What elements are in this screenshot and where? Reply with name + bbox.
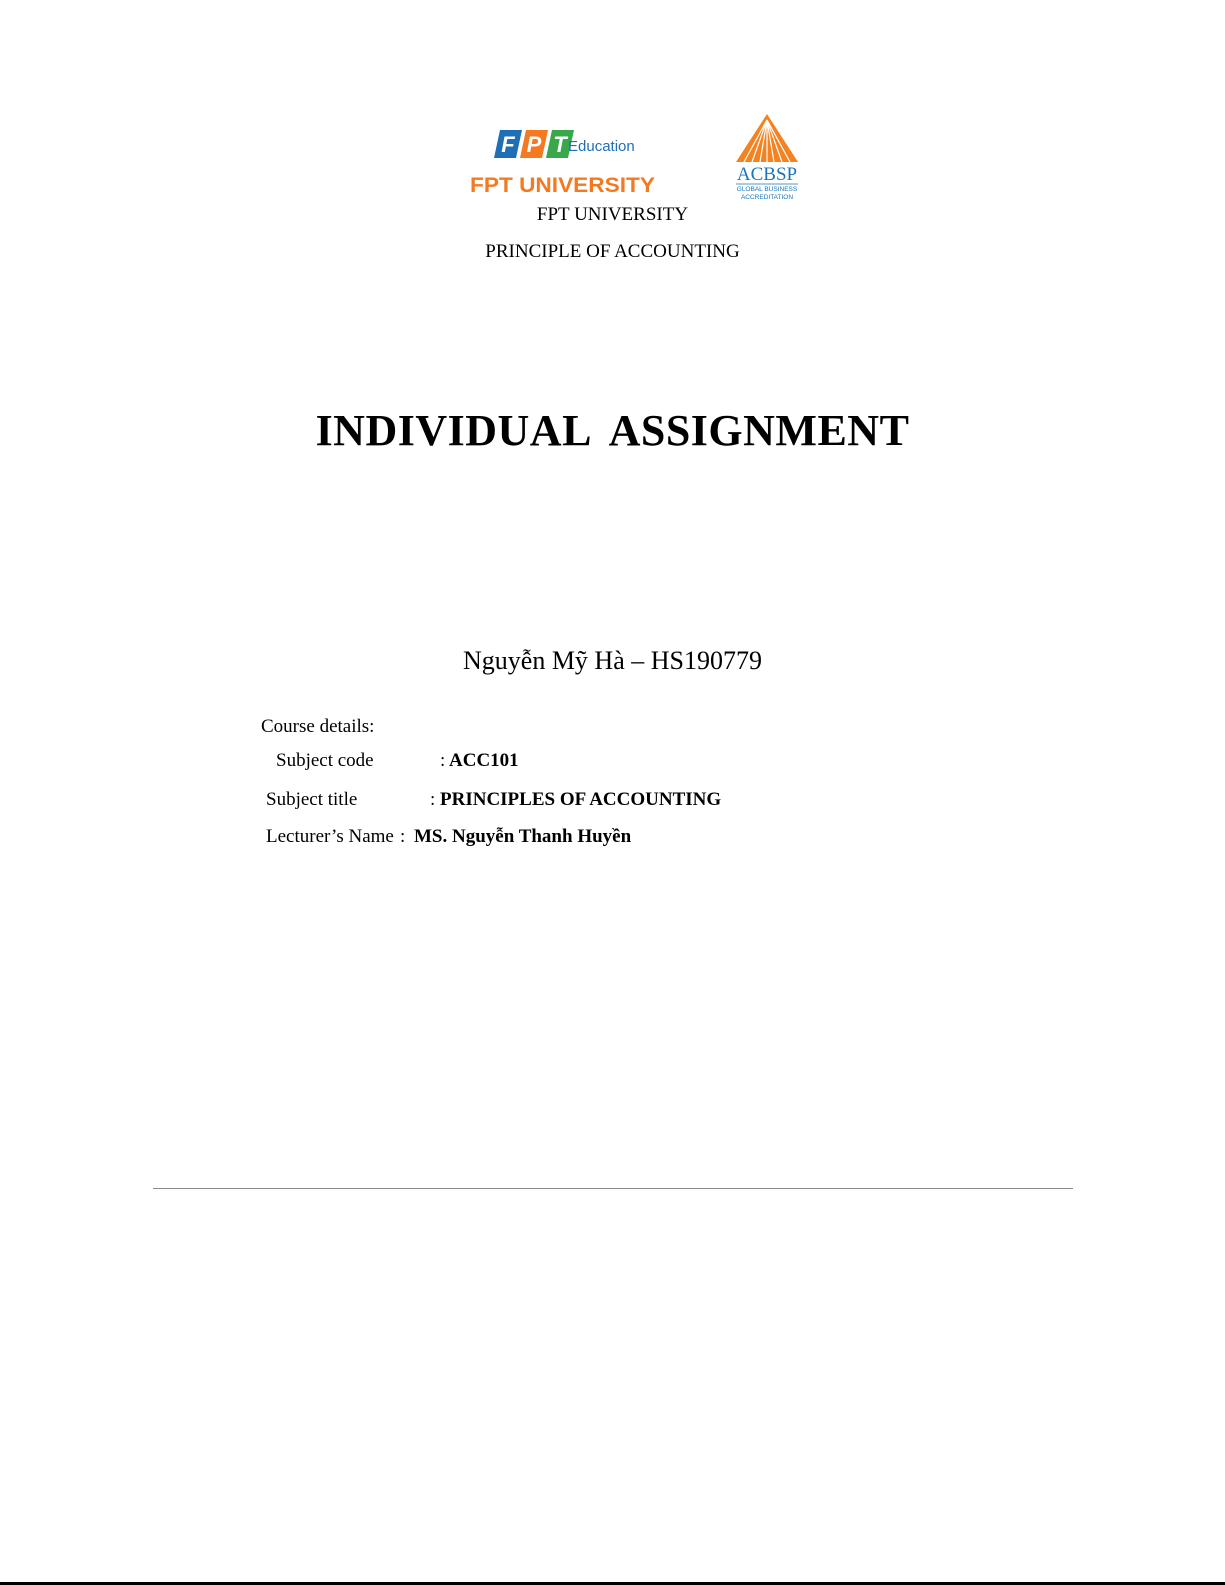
- lecturer-colon: :: [400, 826, 406, 847]
- horizontal-divider: [153, 1188, 1073, 1189]
- acbsp-logo: [730, 112, 804, 202]
- fpt-letter-p: P: [526, 132, 542, 157]
- lecturer-value: MS. Nguyễn Thanh Huyền: [414, 826, 632, 847]
- fpt-education-text: Education: [568, 138, 635, 155]
- student-name-id: Nguyễn Mỹ Hà – HS190779: [463, 646, 762, 675]
- subject-title-colon: :: [430, 789, 436, 810]
- fpt-letter-f: F: [501, 132, 515, 157]
- fpt-letter-tiles: [494, 130, 574, 158]
- course-details-heading: Course details:: [261, 716, 375, 737]
- subject-code-value: ACC101: [449, 750, 519, 771]
- course-name: PRINCIPLE OF ACCOUNTING: [485, 241, 740, 262]
- subject-code-colon: :: [440, 750, 446, 771]
- fpt-education-logo: [470, 126, 665, 198]
- fpt-university-text: FPT UNIVERSITY: [470, 174, 655, 197]
- subject-code-label: Subject code: [276, 750, 374, 771]
- fpt-letter-t: T: [553, 132, 567, 157]
- lecturer-label: Lecturer’s Name: [266, 826, 394, 847]
- subject-title-value: PRINCIPLES OF ACCOUNTING: [440, 789, 722, 810]
- subject-title-label: Subject title: [266, 789, 358, 810]
- acbsp-line1: GLOBAL BUSINESS: [736, 186, 798, 193]
- acbsp-name: ACBSP: [736, 164, 798, 185]
- university-name: FPT UNIVERSITY: [536, 204, 689, 225]
- acbsp-line2: ACCREDITATION: [740, 194, 794, 201]
- acbsp-sunburst-icon: [736, 114, 798, 162]
- document-title: INDIVIDUAL ASSIGNMENT: [315, 406, 910, 455]
